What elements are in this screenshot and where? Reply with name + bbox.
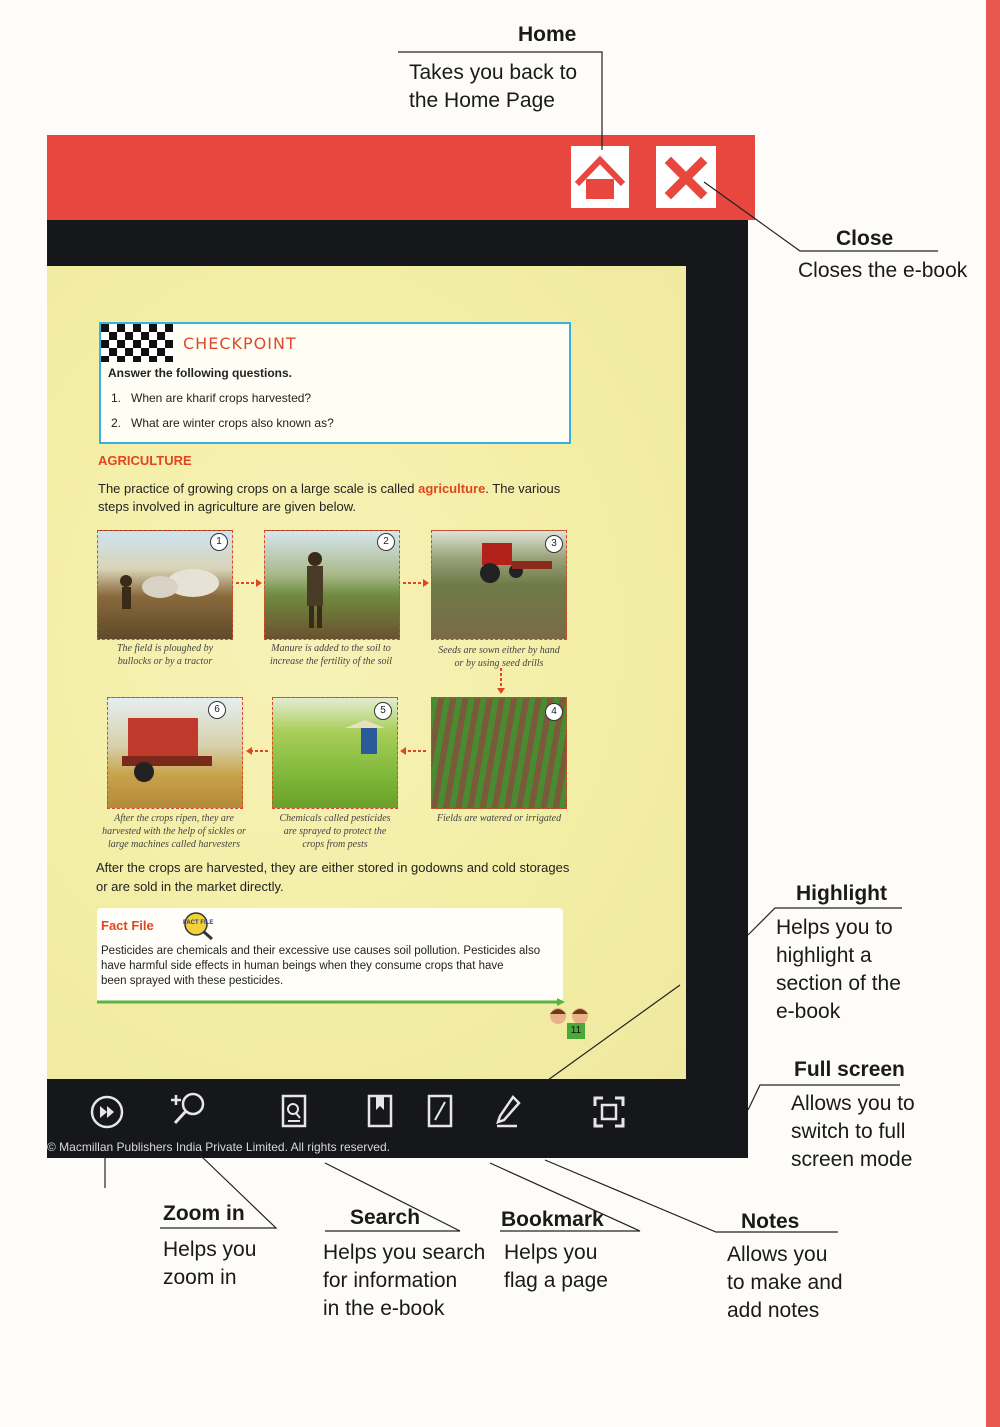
checkpoint-subtitle: Answer the following questions. <box>108 366 293 380</box>
bookmark-callout-title: Bookmark <box>501 1208 604 1231</box>
question-text: What are winter crops also known as? <box>131 416 334 430</box>
step-caption: Fields are watered or irrigated <box>436 813 562 824</box>
copyright-text: © Macmillan Publishers India Private Limited. All rights reserved. <box>47 1140 390 1154</box>
highlight-callout-desc: e-book <box>776 1000 841 1023</box>
highlight-callout-title: Highlight <box>796 882 887 905</box>
fact-file-title: Fact File <box>101 918 154 933</box>
home-callout-title: Home <box>518 23 577 46</box>
search-callout-desc: Helps you search <box>323 1241 486 1264</box>
fact-file-text: Pesticides are chemicals and their excessive use causes soil pollution. Pesticides also have harmful side effects in human beings when they consume crops that have been sprayed with these pesticides. <box>101 945 541 987</box>
intro-paragraph: The practice of growing crops on a large scale is called agriculture. The various <box>98 481 561 496</box>
fullscreen-callout-desc: screen mode <box>791 1148 913 1171</box>
after-harvest-line1: After the crops are harvested, they are either stored in godowns and cold storages <box>96 860 570 875</box>
search-callout-desc: in the e-book <box>323 1297 445 1320</box>
step-number: 2 <box>377 533 395 551</box>
search-callout-desc: for information <box>323 1269 458 1292</box>
question-number: 1. <box>111 391 122 405</box>
zoom-callout-desc: Helps you <box>163 1238 257 1261</box>
bookmark-callout-desc: Helps you <box>504 1241 598 1264</box>
zoom-callout-title: Zoom in <box>163 1202 245 1225</box>
zoom-callout-desc: zoom in <box>163 1266 237 1289</box>
home-callout-desc: the Home Page <box>409 89 555 112</box>
close-callout-desc: Closes the e-book <box>798 259 968 282</box>
question-number: 2. <box>111 416 122 430</box>
notes-callout-desc: add notes <box>727 1299 820 1322</box>
step-caption: The field is ploughed by bullocks or by a tractor <box>116 643 214 667</box>
search-callout-title: Search <box>350 1206 421 1229</box>
intro-paragraph-line2: steps involved in agriculture are given below. <box>98 499 356 514</box>
fact-file-badge-label: FACT FILE <box>183 920 214 926</box>
notes-callout-title: Notes <box>741 1210 800 1233</box>
step-caption: Seeds are sown either by hand or by using seed drills <box>438 645 560 669</box>
step-number: 4 <box>545 703 563 721</box>
step-number: 6 <box>208 701 226 719</box>
highlight-callout-desc: highlight a <box>776 944 872 967</box>
notes-callout-desc: to make and <box>727 1271 843 1294</box>
after-harvest-line2: or are sold in the market directly. <box>96 879 284 894</box>
notes-callout-desc: Allows you <box>727 1243 828 1266</box>
step-number: 5 <box>374 702 392 720</box>
step-caption: Manure is added to the soil to increase the fertility of the soil <box>269 643 393 667</box>
step-caption: After the crops ripen, they are harvested with the help of sickles or large machines called harvesters <box>102 813 246 850</box>
step-caption: Chemicals called pesticides are sprayed to protect the crops from pests <box>279 813 391 850</box>
page-number: 11 <box>567 1023 585 1039</box>
checkpoint-title: CHECKPOINT <box>183 334 297 353</box>
fullscreen-callout-desc: Allows you to <box>791 1092 915 1115</box>
question-text: When are kharif crops harvested? <box>131 391 312 405</box>
step-number: 1 <box>210 533 228 551</box>
home-callout-desc: Takes you back to <box>409 61 578 84</box>
bookmark-callout-desc: flag a page <box>504 1269 608 1292</box>
step-number: 3 <box>545 535 563 553</box>
highlight-callout-desc: Helps you to <box>776 916 893 939</box>
fullscreen-callout-desc: switch to full <box>791 1120 906 1143</box>
fullscreen-callout-title: Full screen <box>794 1058 905 1081</box>
close-callout-title: Close <box>836 227 894 250</box>
section-heading: AGRICULTURE <box>98 453 192 468</box>
highlight-callout-desc: section of the <box>776 972 901 995</box>
